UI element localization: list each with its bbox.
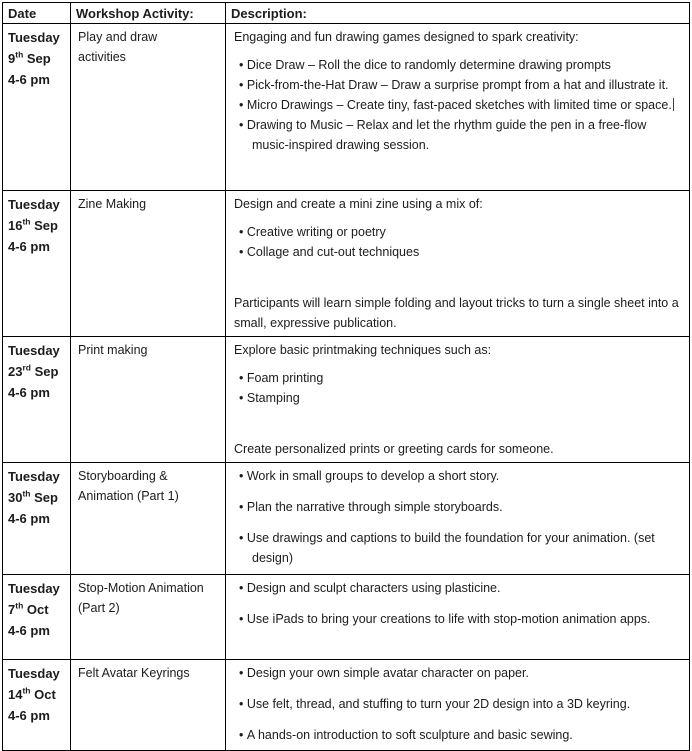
bullet-item: • Use drawings and captions to build the foundation for your animation. (set design) [239, 528, 683, 568]
description-intro: Explore basic printmaking techniques such as: [234, 343, 492, 357]
table-row [3, 24, 690, 191]
bullet-item: • Use iPads to bring your creations to life with stop-motion animation apps. [239, 609, 683, 629]
bullet-item: • Creative writing or poetry [239, 222, 683, 242]
date-time: 4-6 pm [8, 72, 50, 87]
bullet-item: • Design your own simple avatar character on paper. [239, 663, 683, 683]
date-cell [3, 24, 71, 191]
bullet-list [234, 222, 683, 262]
date-time: 4-6 pm [8, 385, 50, 400]
ordinal-superscript: th [15, 49, 24, 60]
activity-cell: Zine Making [71, 191, 226, 337]
header-date: Date [3, 3, 71, 24]
bullet-list [234, 466, 683, 568]
table-row [3, 191, 690, 337]
date-day: Tuesday [8, 666, 60, 681]
table-row [3, 660, 690, 751]
date-cell [3, 575, 71, 660]
bullet-list [234, 55, 683, 155]
date-time: 4-6 pm [8, 511, 50, 526]
table-row [3, 337, 690, 463]
date-cell [3, 660, 71, 751]
activity-cell: Print making [71, 337, 226, 463]
description-cell [226, 463, 690, 575]
ordinal-superscript: th [22, 685, 31, 696]
workshop-schedule-table [2, 2, 690, 751]
date-time: 4-6 pm [8, 623, 50, 638]
activity-cell: Felt Avatar Keyrings [71, 660, 226, 751]
bullet-item: • Foam printing [239, 368, 683, 388]
date-day: Tuesday [8, 343, 60, 358]
ordinal-superscript: th [22, 216, 31, 227]
description-intro: Design and create a mini zine using a mix of: [234, 197, 483, 211]
date-line: 14th Oct [8, 685, 56, 702]
bullet-item: • Dice Draw – Roll the dice to randomly determine drawing prompts [239, 55, 683, 75]
description-cell [226, 575, 690, 660]
date-line: 16th Sep [8, 216, 58, 233]
ordinal-superscript: rd [22, 362, 31, 373]
bullet-item: • Plan the narrative through simple storyboards. [239, 497, 683, 517]
date-line: 30th Sep [8, 488, 58, 505]
header-workshop-activity: Workshop Activity: [71, 3, 226, 24]
description-intro: Engaging and fun drawing games designed to spark creativity: [234, 30, 579, 44]
description-cell [226, 337, 690, 463]
description-cell [226, 24, 690, 191]
activity-cell: Storyboarding & Animation (Part 1) [71, 463, 226, 575]
date-day: Tuesday [8, 469, 60, 484]
date-time: 4-6 pm [8, 708, 50, 723]
date-cell [3, 191, 71, 337]
table-body [3, 24, 690, 751]
description-cell [226, 191, 690, 337]
ordinal-superscript: th [22, 488, 31, 499]
date-day: Tuesday [8, 30, 60, 45]
bullet-list [234, 578, 683, 629]
activity-cell: Play and draw activities [71, 24, 226, 191]
bullet-list [234, 663, 683, 745]
description-outro: Create personalized prints or greeting cards for someone. [234, 442, 554, 456]
date-line: 7th Oct [8, 600, 49, 617]
ordinal-superscript: th [15, 600, 24, 611]
text-cursor [673, 98, 674, 111]
bullet-item: • Work in small groups to develop a short story. [239, 466, 683, 486]
description-cell [226, 660, 690, 751]
bullet-list [234, 368, 683, 408]
date-day: Tuesday [8, 197, 60, 212]
header-description: Description: [226, 3, 690, 24]
bullet-item: • Design and sculpt characters using plasticine. [239, 578, 683, 598]
bullet-item: • Stamping [239, 388, 683, 408]
table-row [3, 463, 690, 575]
date-time: 4-6 pm [8, 239, 50, 254]
activity-cell: Stop-Motion Animation (Part 2) [71, 575, 226, 660]
description-outro: Participants will learn simple folding and layout tricks to turn a single sheet into a small, expressive publication. [234, 296, 679, 330]
date-line: 9th Sep [8, 49, 51, 66]
bullet-item: • Drawing to Music – Relax and let the rhythm guide the pen in a free-flow music-inspired drawing session. [239, 115, 683, 155]
date-line: 23rd Sep [8, 362, 59, 379]
header-row [3, 3, 690, 24]
table-row [3, 575, 690, 660]
date-cell [3, 337, 71, 463]
bullet-item: • Collage and cut-out techniques [239, 242, 683, 262]
date-cell [3, 463, 71, 575]
date-day: Tuesday [8, 581, 60, 596]
bullet-item: • Use felt, thread, and stuffing to turn your 2D design into a 3D keyring. [239, 694, 683, 714]
bullet-item: • Pick-from-the-Hat Draw – Draw a surprise prompt from a hat and illustrate it. [239, 75, 683, 95]
bullet-item: • A hands-on introduction to soft sculpture and basic sewing. [239, 725, 683, 745]
bullet-item: • Micro Drawings – Create tiny, fast-paced sketches with limited time or space. [239, 95, 683, 115]
